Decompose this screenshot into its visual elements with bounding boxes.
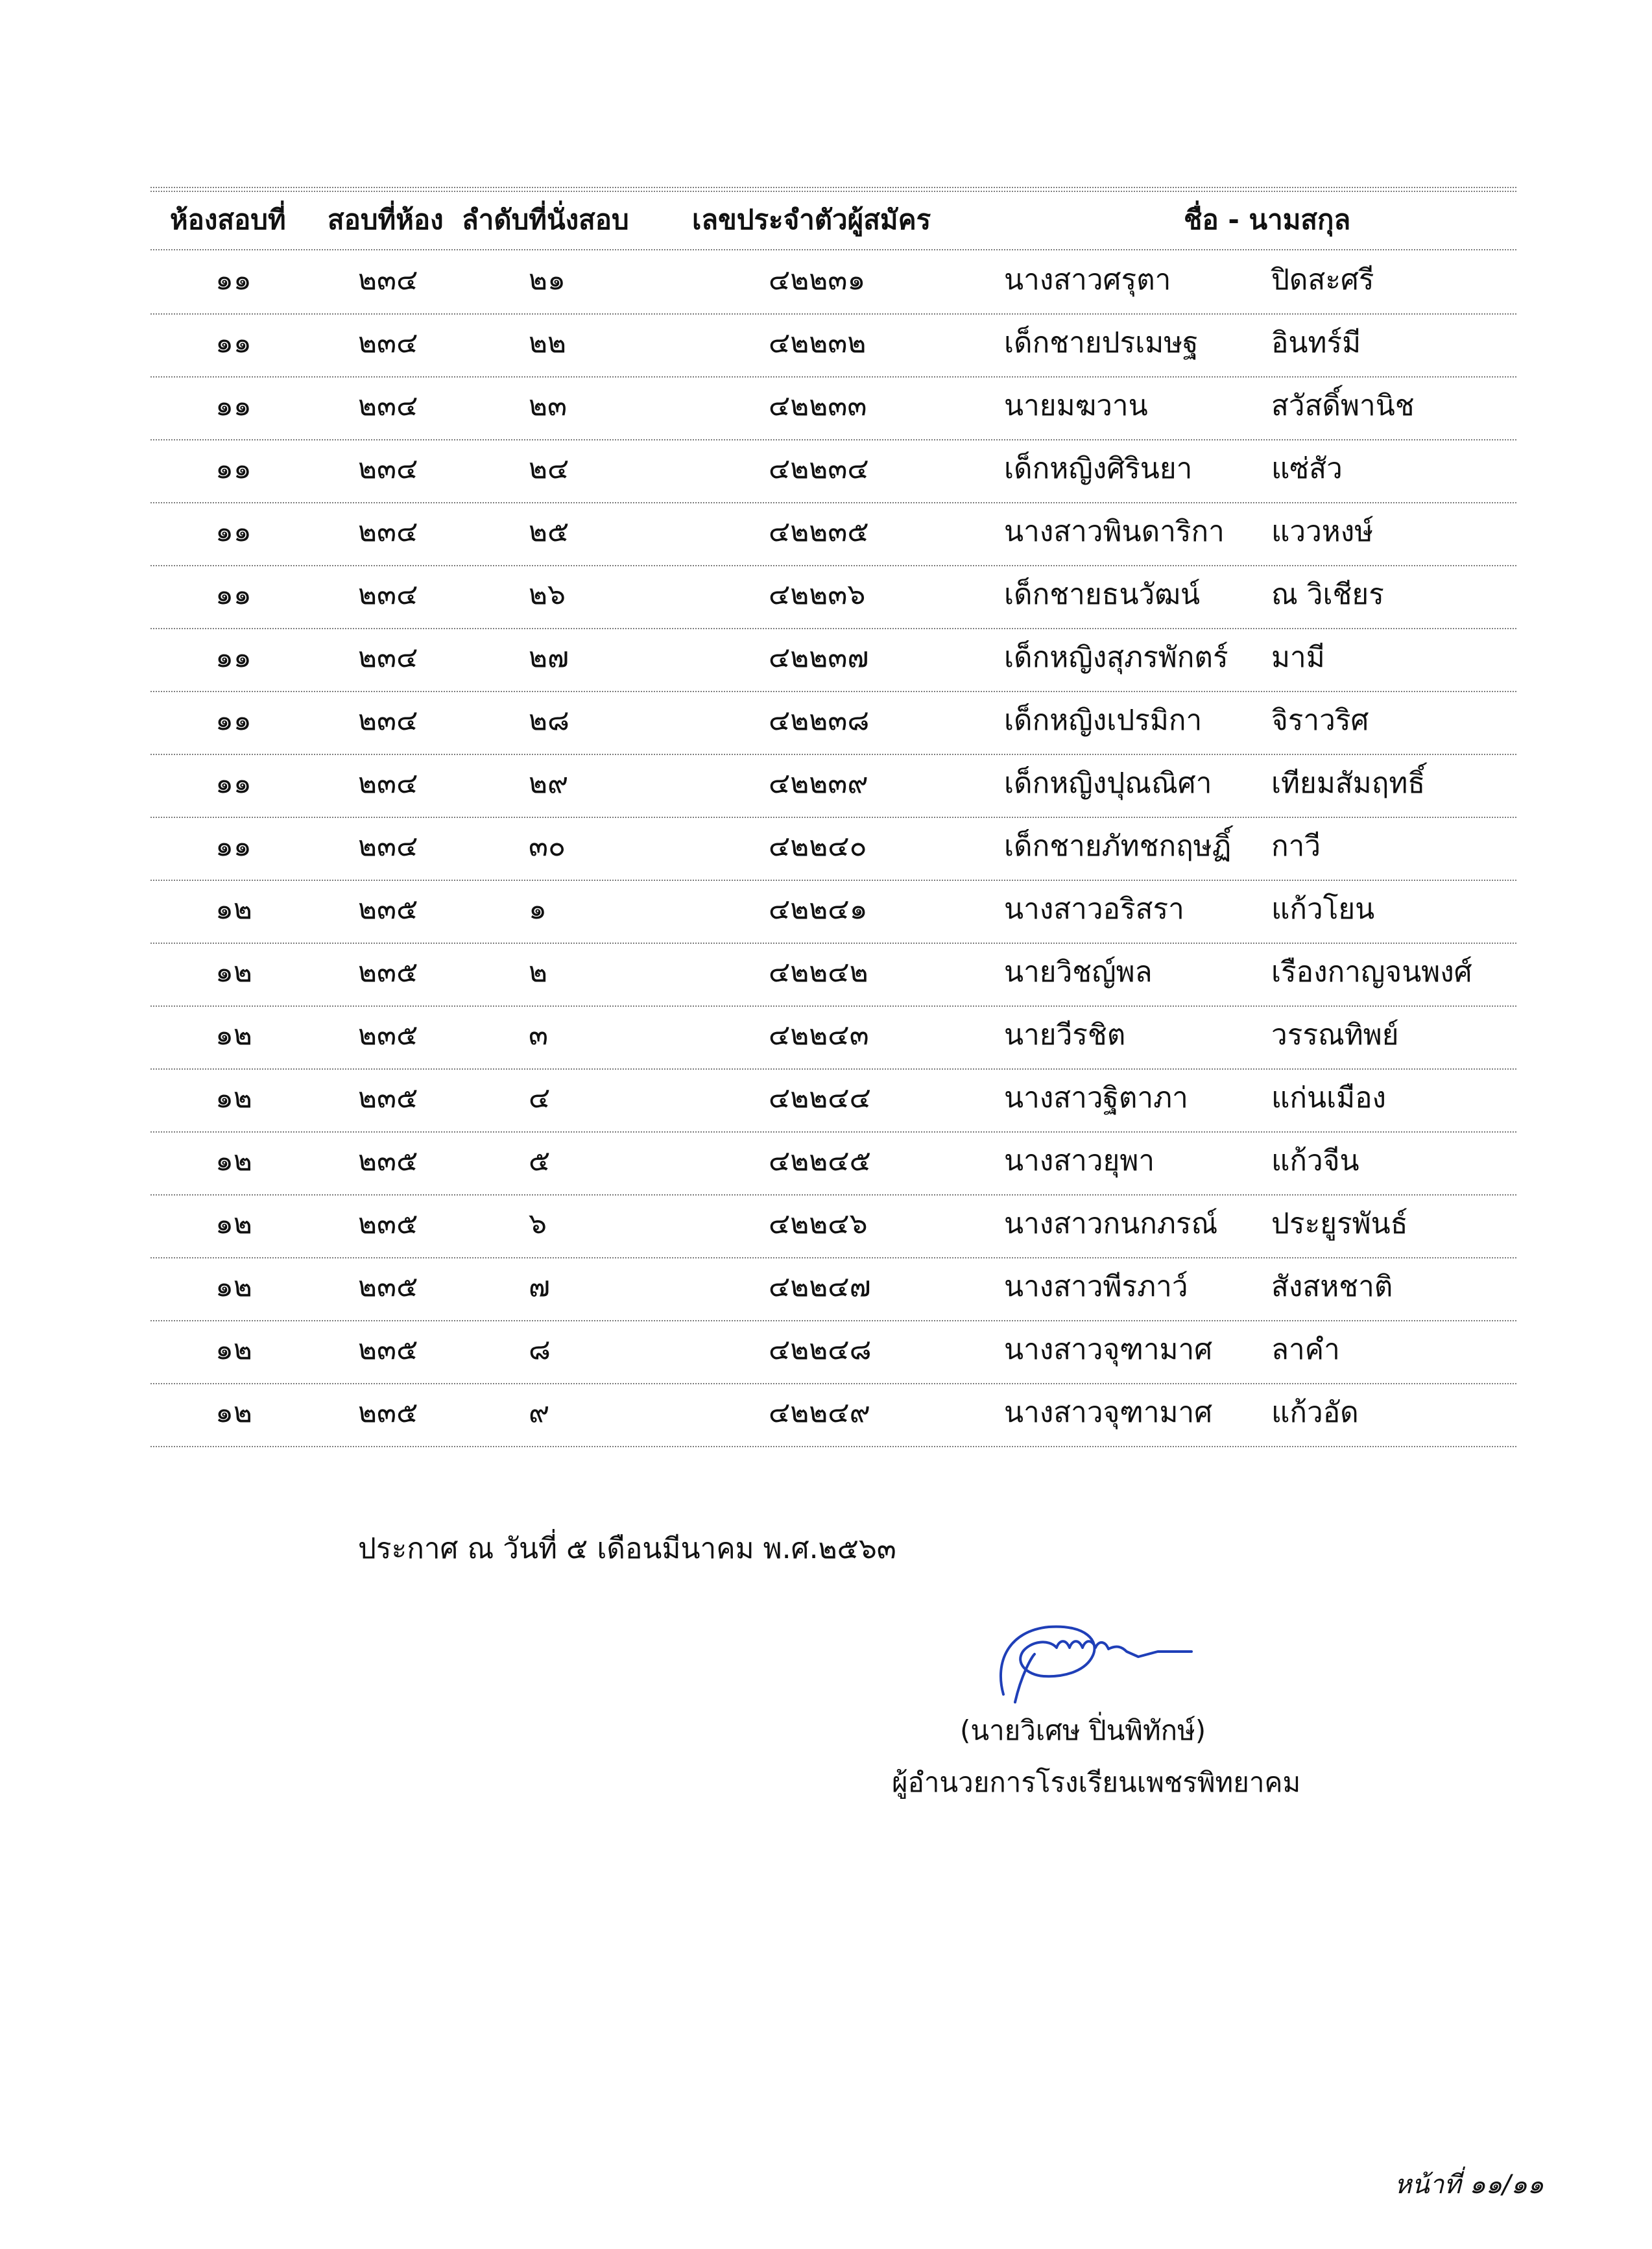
cell-seat: ๒๓ (529, 389, 568, 422)
cell-seat: ๑ (529, 893, 547, 926)
cell-room: ๑๑ (215, 704, 252, 737)
table-row (0, 503, 1652, 566)
cell-applicant-id: ๔๒๒๔๙ (769, 1396, 870, 1429)
cell-exam-room: ๒๓๔ (358, 641, 418, 674)
signatory-name: (นายวิเศษ ปิ่นพิทักษ์) (960, 1714, 1206, 1746)
cell-exam-room: ๒๓๕ (358, 1207, 418, 1240)
cell-exam-room: ๒๓๔ (358, 452, 418, 485)
cell-exam-room: ๒๓๕ (358, 893, 418, 926)
cell-room: ๑๑ (215, 641, 252, 674)
cell-room: ๑๑ (215, 578, 252, 611)
table-row (0, 1133, 1652, 1196)
table-row (0, 692, 1652, 755)
table-row (0, 1007, 1652, 1070)
row-divider (150, 1446, 1516, 1447)
header-full-name: ชื่อ - นามสกุล (1184, 204, 1351, 235)
cell-seat: ๒๑ (529, 263, 566, 296)
table-top-rule (150, 187, 1516, 188)
table-row (0, 252, 1652, 315)
cell-applicant-id: ๔๒๒๓๖ (769, 578, 866, 611)
cell-title-first-name: นางสาวอริสรา (1004, 893, 1184, 926)
cell-room: ๑๒ (215, 1396, 252, 1429)
cell-title-first-name: เด็กหญิงเปรมิกา (1004, 704, 1203, 737)
cell-title-first-name: นางสาวจุฑามาศ (1004, 1396, 1213, 1429)
table-row (0, 1070, 1652, 1133)
cell-exam-room: ๒๓๔ (358, 263, 418, 296)
cell-title-first-name: นางสาวฐิตาภา (1004, 1081, 1188, 1114)
cell-last-name: แววหงษ์ (1271, 515, 1374, 548)
cell-title-first-name: นายวิชญ์พล (1004, 956, 1153, 989)
table-row (0, 755, 1652, 818)
cell-last-name: แก้วจีน (1271, 1144, 1359, 1177)
cell-room: ๑๒ (215, 1144, 252, 1177)
cell-room: ๑๒ (215, 1018, 252, 1052)
table-row (0, 440, 1652, 503)
cell-room: ๑๑ (215, 389, 252, 422)
cell-seat: ๔ (529, 1081, 551, 1114)
header-applicant-id: เลขประจำตัวผู้สมัคร (692, 204, 931, 235)
cell-applicant-id: ๔๒๒๓๒ (769, 326, 867, 359)
cell-exam-room: ๒๓๔ (358, 515, 418, 548)
cell-exam-room: ๒๓๕ (358, 1270, 418, 1303)
cell-title-first-name: นางสาวยุพา (1004, 1144, 1155, 1177)
cell-last-name: แก้วอัด (1271, 1396, 1359, 1429)
cell-title-first-name: นางสาวพีรภาว์ (1004, 1270, 1188, 1303)
cell-seat: ๒๒ (529, 326, 567, 359)
table-top-rule-inner (150, 191, 1516, 192)
cell-applicant-id: ๔๒๒๔๒ (769, 956, 868, 989)
table-row (0, 881, 1652, 944)
cell-room: ๑๑ (215, 452, 252, 485)
cell-applicant-id: ๔๒๒๓๓ (769, 389, 867, 422)
cell-title-first-name: เด็กชายปรเมษฐ (1004, 326, 1199, 359)
cell-last-name: ณ วิเชียร (1271, 578, 1384, 611)
cell-room: ๑๑ (215, 830, 252, 863)
cell-last-name: อินทร์มี (1271, 326, 1361, 359)
cell-seat: ๘ (529, 1333, 551, 1366)
cell-title-first-name: นางสาวศรุตา (1004, 263, 1171, 296)
cell-applicant-id: ๔๒๒๓๙ (769, 767, 868, 800)
cell-title-first-name: เด็กหญิงปุณณิศา (1004, 767, 1212, 800)
cell-last-name: จิราวริศ (1271, 704, 1369, 737)
cell-seat: ๒๙ (529, 767, 569, 800)
cell-seat: ๒๗ (529, 641, 569, 674)
cell-last-name: ประยูรพันธ์ (1271, 1207, 1408, 1240)
cell-applicant-id: ๔๒๒๔๓ (769, 1018, 869, 1052)
cell-last-name: แก่นเมือง (1271, 1081, 1387, 1114)
cell-seat: ๖ (529, 1207, 547, 1240)
cell-applicant-id: ๔๒๒๓๗ (769, 641, 869, 674)
cell-title-first-name: เด็กหญิงสุภรพักตร์ (1004, 641, 1228, 674)
cell-title-first-name: นางสาวพินดาริกา (1004, 515, 1225, 548)
table-row (0, 1384, 1652, 1447)
table-row (0, 944, 1652, 1007)
cell-applicant-id: ๔๒๒๔๘ (769, 1333, 872, 1366)
cell-exam-room: ๒๓๔ (358, 578, 418, 611)
cell-title-first-name: นายมฆวาน (1004, 389, 1148, 422)
cell-title-first-name: นางสาวกนกภรณ์ (1004, 1207, 1218, 1240)
cell-exam-room: ๒๓๔ (358, 830, 418, 863)
cell-last-name: เรืองกาญจนพงศ์ (1271, 956, 1472, 989)
cell-applicant-id: ๔๒๒๔๐ (769, 830, 867, 863)
cell-seat: ๒๖ (529, 578, 566, 611)
cell-applicant-id: ๔๒๒๓๑ (769, 263, 866, 296)
cell-seat: ๒ (529, 956, 548, 989)
cell-seat: ๙ (529, 1396, 550, 1429)
signatory-title: ผู้อำนวยการโรงเรียนเพชรพิทยาคม (892, 1766, 1301, 1798)
cell-room: ๑๒ (215, 1207, 252, 1240)
cell-exam-room: ๒๓๔ (358, 704, 418, 737)
cell-room: ๑๑ (215, 767, 252, 800)
table-row (0, 1321, 1652, 1384)
cell-last-name: แก้วโยน (1271, 893, 1375, 926)
cell-exam-room: ๒๓๕ (358, 956, 418, 989)
signature-image (989, 1622, 1197, 1716)
cell-last-name: กาวี (1271, 830, 1321, 863)
cell-exam-room: ๒๓๕ (358, 1333, 418, 1366)
cell-exam-room: ๒๓๔ (358, 326, 418, 359)
table-row (0, 378, 1652, 440)
cell-applicant-id: ๔๒๒๔๕ (769, 1144, 871, 1177)
cell-title-first-name: เด็กชายภัทชกฤษฏิ์ (1004, 830, 1232, 863)
cell-exam-room: ๒๓๕ (358, 1081, 418, 1114)
cell-applicant-id: ๔๒๒๓๕ (769, 515, 869, 548)
cell-seat: ๓ (529, 1018, 549, 1052)
cell-seat: ๒๕ (529, 515, 569, 548)
cell-room: ๑๑ (215, 263, 252, 296)
cell-room: ๑๑ (215, 326, 252, 359)
cell-exam-room: ๒๓๔ (358, 767, 418, 800)
announcement-date: ประกาศ ณ วันที่ ๕ เดือนมีนาคม พ.ศ.๒๕๖๓ (358, 1532, 896, 1565)
cell-title-first-name: เด็กชายธนวัฒน์ (1004, 578, 1201, 611)
cell-applicant-id: ๔๒๒๓๘ (769, 704, 870, 737)
cell-title-first-name: นางสาวจุฑามาศ (1004, 1333, 1213, 1366)
table-row (0, 315, 1652, 378)
table-row (0, 818, 1652, 881)
table-row (0, 1196, 1652, 1258)
cell-title-first-name: เด็กหญิงศิรินยา (1004, 452, 1193, 485)
cell-applicant-id: ๔๒๒๔๖ (769, 1207, 868, 1240)
header-exam-at-room: สอบที่ห้อง (328, 204, 444, 235)
cell-exam-room: ๒๓๔ (358, 389, 418, 422)
cell-last-name: สังสหชาติ (1271, 1270, 1393, 1303)
cell-seat: ๒๘ (529, 704, 569, 737)
cell-applicant-id: ๔๒๒๔๗ (769, 1270, 871, 1303)
cell-title-first-name: นายวีรชิต (1004, 1018, 1126, 1052)
cell-last-name: เทียมสัมฤทธิ์ (1271, 767, 1426, 800)
cell-exam-room: ๒๓๕ (358, 1018, 418, 1052)
cell-exam-room: ๒๓๕ (358, 1396, 418, 1429)
cell-room: ๑๒ (215, 1270, 252, 1303)
header-exam-room-no: ห้องสอบที่ (170, 204, 286, 235)
header-seat-order: ลำดับที่นั่งสอบ (462, 204, 629, 235)
cell-seat: ๗ (529, 1270, 551, 1303)
cell-room: ๑๒ (215, 1081, 252, 1114)
cell-last-name: สวัสดิ์พานิช (1271, 389, 1415, 422)
cell-applicant-id: ๔๒๒๓๔ (769, 452, 869, 485)
cell-room: ๑๒ (215, 893, 252, 926)
cell-last-name: แซ่สัว (1271, 452, 1343, 485)
cell-seat: ๓๐ (529, 830, 566, 863)
cell-room: ๑๑ (215, 515, 252, 548)
cell-seat: ๕ (529, 1144, 551, 1177)
cell-seat: ๒๔ (529, 452, 569, 485)
page-number: หน้าที่ ๑๑/๑๑ (1395, 2170, 1544, 2200)
table-row (0, 629, 1652, 692)
cell-last-name: ลาคำ (1271, 1333, 1340, 1366)
cell-last-name: ปิดสะศรี (1271, 263, 1374, 296)
cell-applicant-id: ๔๒๒๔๑ (769, 893, 868, 926)
cell-room: ๑๒ (215, 956, 252, 989)
cell-room: ๑๒ (215, 1333, 252, 1366)
header-bottom-rule (150, 249, 1516, 250)
cell-exam-room: ๒๓๕ (358, 1144, 418, 1177)
cell-last-name: วรรณทิพย์ (1271, 1018, 1399, 1052)
cell-last-name: มามี (1271, 641, 1325, 674)
cell-applicant-id: ๔๒๒๔๔ (769, 1081, 871, 1114)
table-row (0, 566, 1652, 629)
table-row (0, 1258, 1652, 1321)
